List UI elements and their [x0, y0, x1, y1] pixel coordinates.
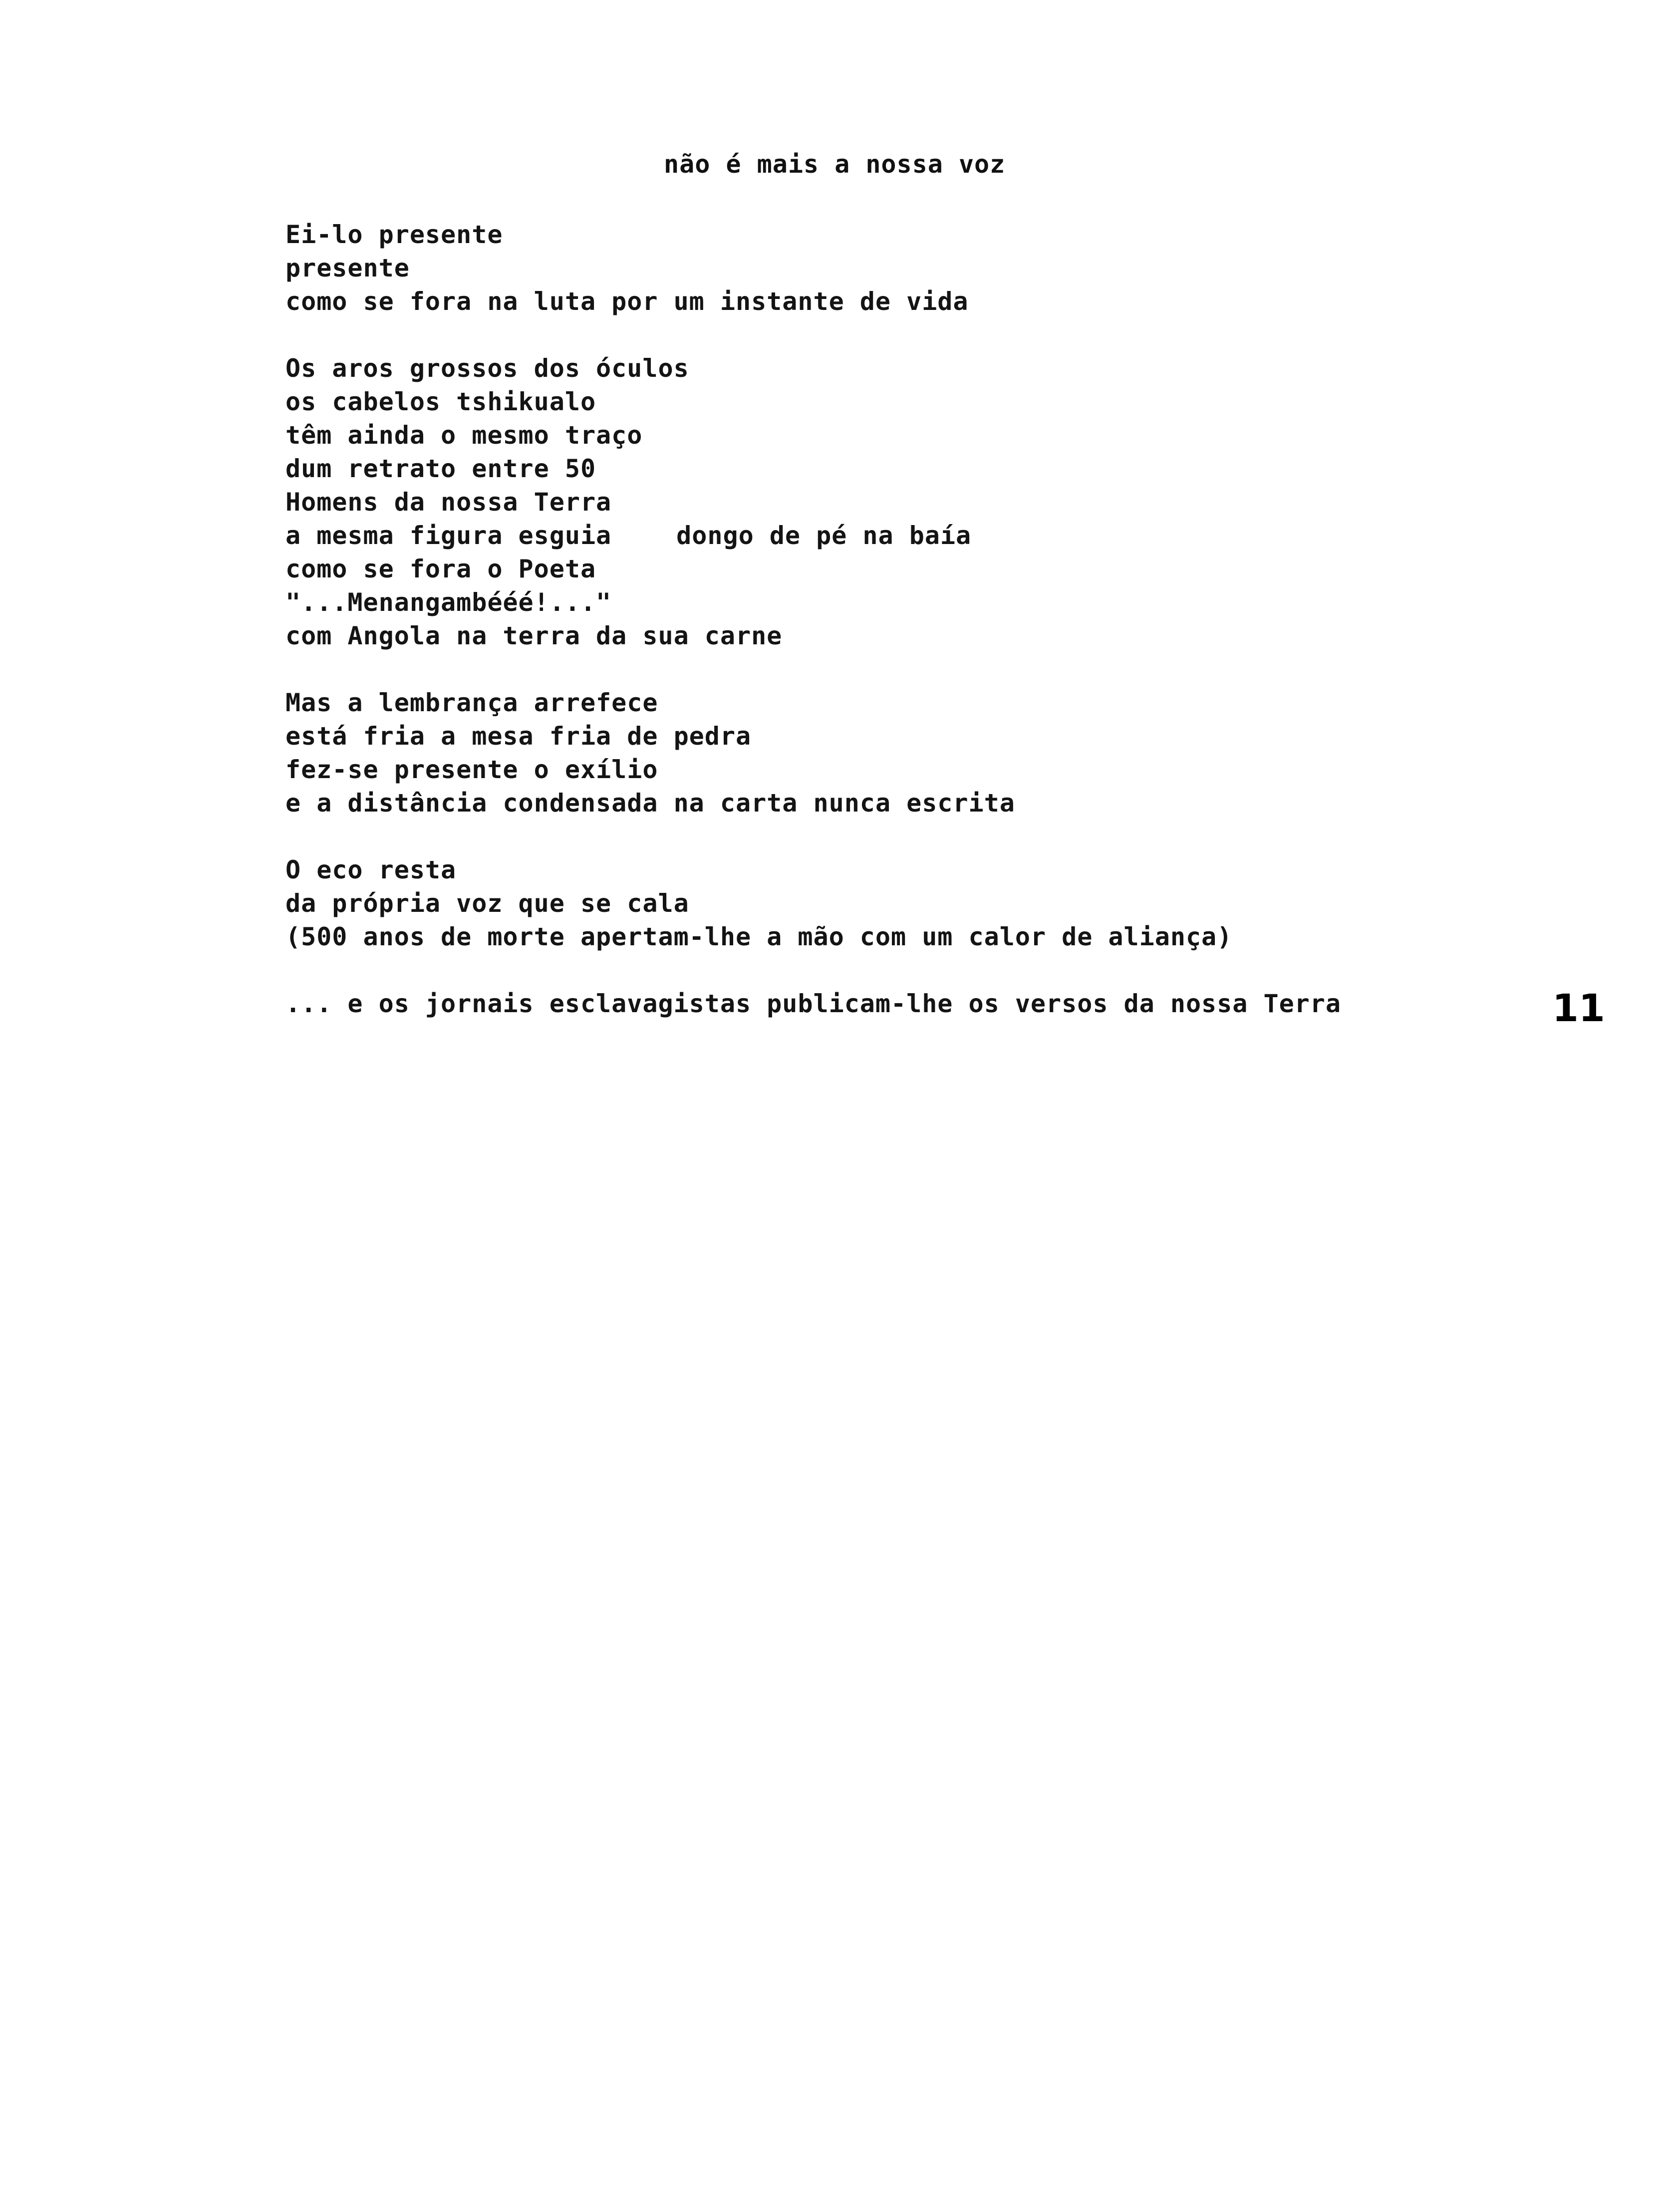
poem-line: Ei-lo presente [285, 220, 503, 249]
poem-title: não é mais a nossa voz [664, 150, 1006, 179]
poem-line: Os aros grossos dos óculos [285, 354, 689, 383]
poem-line: Mas a lembrança arrefece [285, 688, 658, 717]
poem-line: fez-se presente o exílio [285, 755, 658, 784]
stanza-5 [285, 987, 1341, 1021]
poem-line: da própria voz que se cala [285, 889, 689, 918]
poem-line: ... e os jornais esclavagistas publicam-lhe os versos da nossa Terra [285, 989, 1341, 1018]
poem-line: (500 anos de morte apertam-lhe a mão com um calor de aliança) [285, 922, 1233, 951]
poem-line: como se fora o Poeta [285, 554, 596, 583]
poem-line: têm ainda o mesmo traço [285, 421, 643, 450]
poem-body [285, 218, 1341, 1054]
poem-line-split [285, 519, 1341, 553]
stanza-3 [285, 686, 1341, 820]
poem-line-left: a mesma figura esguia [285, 521, 612, 550]
poem-line: está fria a mesa fria de pedra [285, 722, 752, 751]
poem-line: O eco resta [285, 855, 457, 884]
poem-line-right: dongo de pé na baía [676, 521, 972, 550]
poem-line: os cabelos tshikualo [285, 387, 596, 416]
poem-line: com Angola na terra da sua carne [285, 621, 783, 650]
poem-line: "...Menangambééé!..." [285, 588, 612, 617]
poem-line: e a distância condensada na carta nunca escrita [285, 789, 1015, 818]
poem-line: como se fora na luta por um instante de vida [285, 287, 969, 316]
stanza-2 [285, 352, 1341, 653]
page-number: 11 [1552, 986, 1605, 1030]
poem-line: dum retrato entre 50 [285, 454, 596, 483]
poem-line: presente [285, 254, 410, 282]
stanza-4 [285, 853, 1341, 954]
poem-line: Homens da nossa Terra [285, 488, 612, 517]
stanza-1 [285, 218, 1341, 318]
